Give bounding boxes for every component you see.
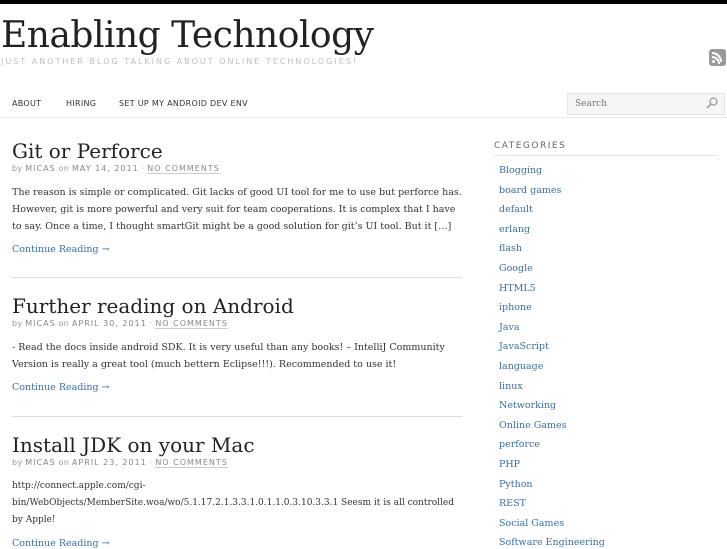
meta-by: by <box>12 164 23 173</box>
magnifier-icon[interactable] <box>706 97 718 109</box>
category-link[interactable]: linux <box>499 380 523 392</box>
comments-link[interactable]: NO COMMENTS <box>155 458 228 467</box>
site-title[interactable]: Enabling Technology <box>1 15 374 56</box>
category-link[interactable]: Networking <box>499 400 557 412</box>
post-date: APRIL 30, 2011 <box>71 319 147 328</box>
meta-on: on <box>58 458 70 467</box>
category-link[interactable]: perforce <box>499 439 540 451</box>
category-link[interactable]: Java <box>499 321 520 333</box>
post-title[interactable]: Install JDK on your Mac <box>12 433 255 457</box>
meta-by: by <box>12 458 23 467</box>
post <box>12 294 462 393</box>
comments-link[interactable]: NO COMMENTS <box>147 164 220 173</box>
top-bar <box>0 0 727 4</box>
meta-on: on <box>58 319 70 328</box>
post-excerpt: The reason is simple or complicated. Git lacks of good UI tool for me to use but perforce has. However, git is more powerful and very suit for team cooperations. It is complex that I have to say. Once a time, I thought smartGit might be a good solution for git’s UI tool. But it […] <box>12 187 462 232</box>
post-meta <box>12 319 462 328</box>
post-excerpt: http://connect.apple.com/cgi-bin/WebObjects/MemberSite.woa/wo/5.1.17.2.1.3.3.1.0.1.1.0.3.10.3.3.1 Seesm it is all controlled by Apple! <box>12 481 455 525</box>
category-link[interactable]: PHP <box>499 459 521 470</box>
post <box>12 433 462 549</box>
category-link[interactable]: Online Games <box>499 419 567 431</box>
nav-divider <box>0 117 727 118</box>
category-link[interactable]: Google <box>499 263 533 274</box>
nav-item-about[interactable]: ABOUT <box>12 99 42 108</box>
search-input[interactable] <box>568 94 705 114</box>
meta-separator: · <box>149 458 153 467</box>
meta-separator: · <box>149 319 153 328</box>
category-link[interactable]: language <box>499 361 544 372</box>
post-excerpt: - Read the docs inside android SDK. It is very useful than any books! – IntelliJ Community Version is really a great tool (much bettern Eclipse!!!). Recommended to use it! <box>12 342 445 370</box>
meta-separator: · <box>141 164 145 173</box>
continue-reading-link[interactable]: Continue Reading → <box>12 244 110 255</box>
post-author[interactable]: MICAS <box>25 164 56 173</box>
category-link[interactable]: iphone <box>499 302 532 314</box>
post-author[interactable]: MICAS <box>25 319 56 328</box>
nav-item-android-dev-env[interactable]: SET UP MY ANDROID DEV ENV <box>119 99 248 108</box>
category-link[interactable]: Social Games <box>499 517 565 529</box>
post-meta <box>12 458 462 467</box>
category-link[interactable]: Python <box>499 478 533 490</box>
post-title[interactable]: Further reading on Android <box>12 294 294 318</box>
search-box <box>567 93 725 115</box>
category-link[interactable]: Software Engineering <box>499 537 605 549</box>
meta-by: by <box>12 319 23 328</box>
category-link[interactable]: flash <box>499 243 522 255</box>
nav-item-hiring[interactable]: HIRING <box>66 99 97 108</box>
continue-reading-link[interactable]: Continue Reading → <box>12 538 110 549</box>
category-link[interactable]: REST <box>499 498 526 510</box>
post-author[interactable]: MICAS <box>25 458 56 467</box>
site-tagline: JUST ANOTHER BLOG TALKING ABOUT ONLINE TECHNOLOGIES! <box>1 57 359 66</box>
category-link[interactable]: default <box>499 204 533 216</box>
continue-reading-link[interactable]: Continue Reading → <box>12 382 110 393</box>
post-meta <box>12 164 462 173</box>
post-divider <box>12 277 462 278</box>
comments-link[interactable]: NO COMMENTS <box>155 319 228 328</box>
post-title[interactable]: Git or Perforce <box>12 139 163 163</box>
category-link[interactable]: Blogging <box>499 165 543 176</box>
category-link[interactable]: HTML5 <box>499 282 536 294</box>
post-date: APRIL 23, 2011 <box>71 458 147 467</box>
post-date: MAY 14, 2011 <box>71 164 139 173</box>
post-divider <box>12 416 462 417</box>
rss-feed-icon[interactable] <box>709 49 726 66</box>
categories-heading: CATEGORIES <box>494 141 716 156</box>
category-link[interactable]: erlang <box>499 223 531 235</box>
meta-on: on <box>58 164 70 173</box>
category-link[interactable]: JavaScript <box>499 341 549 353</box>
category-link[interactable]: board games <box>499 184 562 196</box>
post <box>12 139 462 255</box>
